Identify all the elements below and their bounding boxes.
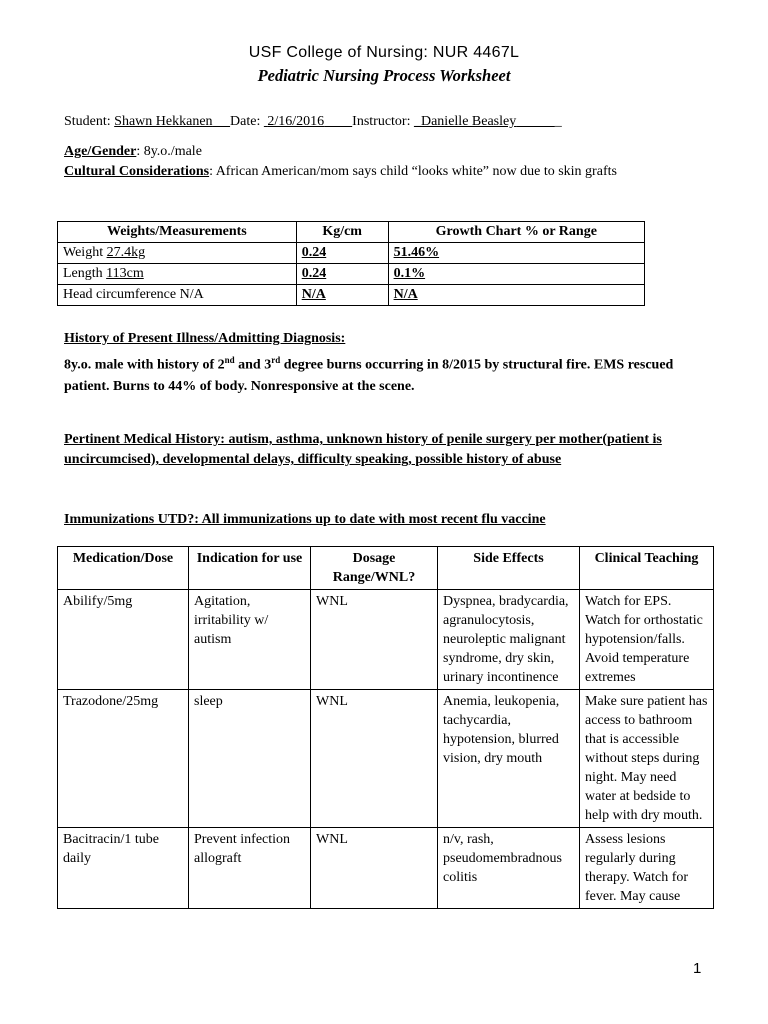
instructor-label: Instructor: [352,114,414,129]
table-row [58,264,645,285]
length-value: 113cm [106,266,144,281]
teaching-cell: Make sure patient has access to bathroom that is accessible without steps during night. May need water at bedside to help with dry mouth. [580,690,714,828]
teaching-cell: Assess lesions regularly during therapy. Watch for fever. May cause [580,828,714,909]
indication-cell: Agitation, irritability w/ autism [189,590,311,690]
table-row [58,590,714,690]
dosage-cell: WNL [311,690,438,828]
table-row [58,243,645,264]
document-title: USF College of Nursing: NUR 4467L [248,44,520,61]
cultural-label: Cultural Considerations [64,164,210,179]
student-label: Student: [64,114,115,129]
medication-cell: Trazodone/25mg [58,690,189,828]
column-header: Indication for use [189,547,311,590]
document-subtitle: Pediatric Nursing Process Worksheet [257,66,511,85]
measure-label-cell: Head circumference N/A [58,285,297,306]
medication-cell: Bacitracin/1 tube daily [58,828,189,909]
hpi-text: 8y.o. male with history of 2nd and 3rd degree burns occurring in 8/2015 by structural fire. EMS rescued patient. Burns to 44% of body. Nonresponsive at the scene. [64,355,674,394]
medication-cell: Abilify/5mg [58,590,189,690]
student-name: Shawn Hekkanen [114,114,213,129]
date-label: Date: [230,114,264,129]
column-header: Clinical Teaching [580,547,714,590]
side-effects-cell: Anemia, leukopenia, tachycardia, hypotension, blurred vision, dry mouth [438,690,580,828]
dosage-cell: WNL [311,590,438,690]
measurements-table [57,221,645,306]
weight-value: 27.4kg [106,245,146,260]
column-header: Weights/Measurements [58,222,297,243]
range-cell: N/A [388,285,644,306]
medications-header-row [58,547,714,590]
dosage-cell: WNL [311,828,438,909]
indication-cell: Prevent infection allograft [189,828,311,909]
age-gender-line [64,144,202,160]
kgcm-cell: N/A [296,285,388,306]
kgcm-cell: 0.24 [296,243,388,264]
column-header: Side Effects [438,547,580,590]
age-gender-value: : 8y.o./male [136,144,202,159]
cultural-line [64,164,617,180]
column-header: Medication/Dose [58,547,189,590]
side-effects-cell: Dyspnea, bradycardia, agranulocytosis, neuroleptic malignant syndrome, dry skin, urinary incontinence [438,590,580,690]
range-cell: 51.46% [388,243,644,264]
date-value: 2/16/2016 [267,114,325,129]
measurements-header-row [58,222,645,243]
side-effects-cell: n/v, rash, pseudomembradnous colitis [438,828,580,909]
measure-label-cell: Length 113cm [58,264,297,285]
column-header: Dosage Range/WNL? [311,547,438,590]
student-info-line [64,114,562,130]
immunizations: Immunizations UTD?: All immunizations up to date with most recent flu vaccine [64,512,546,527]
indication-cell: sleep [189,690,311,828]
table-row [58,285,645,306]
teaching-cell: Watch for EPS. Watch for orthostatic hypotension/falls. Avoid temperature extremes [580,590,714,690]
page-number: 1 [693,960,702,977]
kgcm-cell: 0.24 [296,264,388,285]
age-gender-label: Age/Gender [64,144,137,159]
medical-history: Pertinent Medical History: autism, asthma, unknown history of penile surgery per mother(patient is uncircumcised), developmental delays, difficulty speaking, possible history of abuse [64,432,662,467]
hpi-heading: History of Present Illness/Admitting Diagnosis: [64,331,346,346]
medications-table [57,546,714,909]
table-row [58,690,714,828]
column-header: Kg/cm [296,222,388,243]
column-header: Growth Chart % or Range [388,222,644,243]
range-cell: 0.1% [388,264,644,285]
instructor-name: _Danielle Beasley [413,114,517,129]
table-row [58,828,714,909]
instructor-trail: _ [554,114,562,129]
cultural-value: : African American/mom says child “looks white” now due to skin grafts [209,164,617,179]
measure-label-cell: Weight 27.4kg [58,243,297,264]
